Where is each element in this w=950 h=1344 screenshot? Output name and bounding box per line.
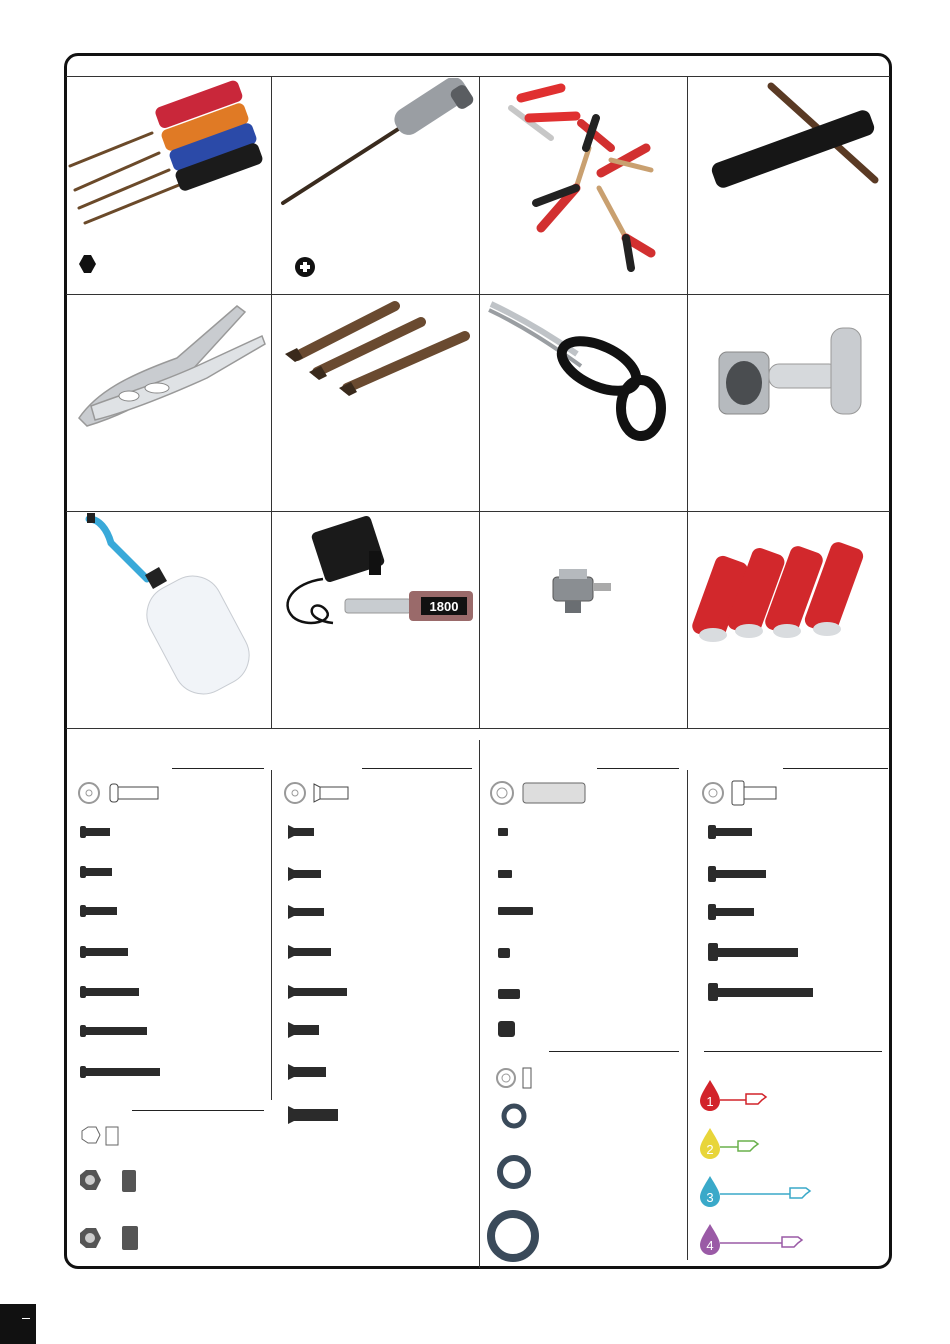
- svg-text:4: 4: [706, 1238, 714, 1253]
- legend-item-3: [700, 1176, 810, 1207]
- hand-icon: [790, 1188, 810, 1198]
- legend-item-2: [700, 1128, 758, 1159]
- legend-item-4: [700, 1224, 802, 1255]
- svg-text:2: 2: [706, 1142, 714, 1157]
- svg-text:3: 3: [706, 1190, 714, 1205]
- legend-item-1: [700, 1080, 766, 1111]
- svg-text:1: 1: [706, 1094, 714, 1109]
- hand-icon: [782, 1237, 802, 1247]
- hand-icon: [738, 1141, 758, 1151]
- igniter-label: 1800: [429, 599, 459, 614]
- page-corner-tab: [0, 1304, 36, 1344]
- hand-icon: [746, 1094, 766, 1104]
